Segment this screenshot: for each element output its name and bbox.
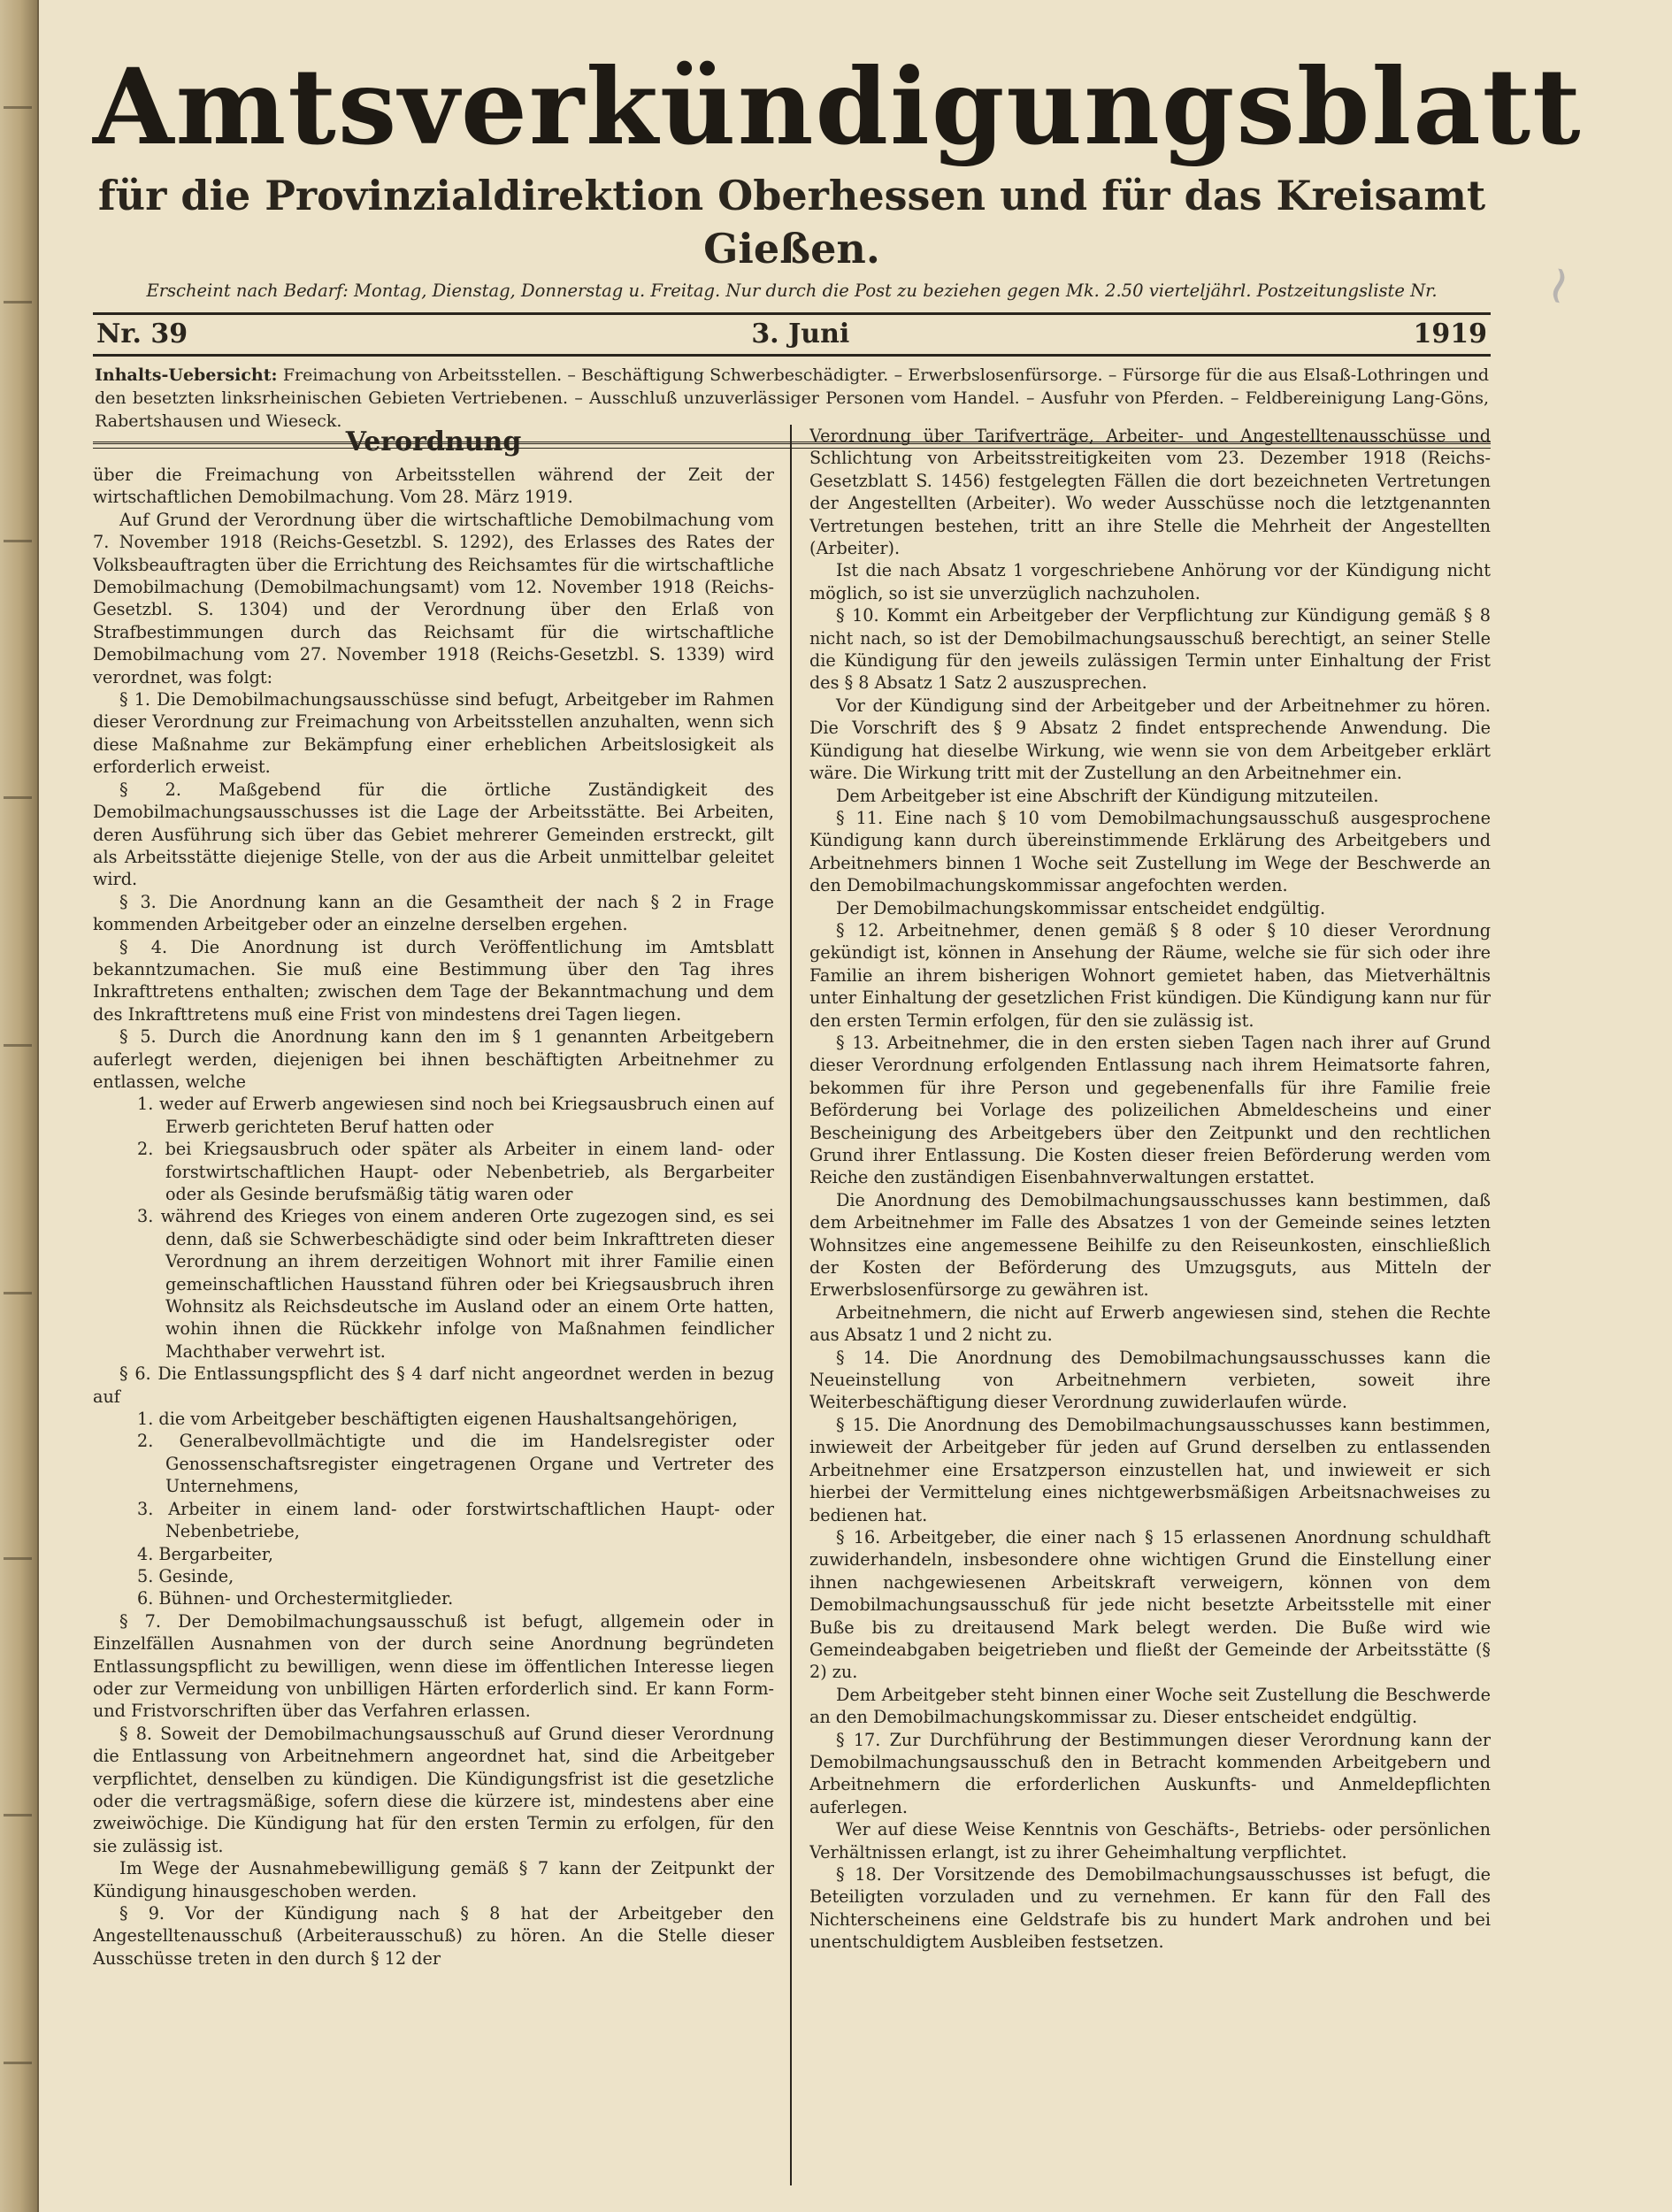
masthead-subtitle: für die Provinzialdirektion Oberhessen und für das Kreisamt Gießen.	[97, 172, 1486, 273]
section-9-continued: Verordnung über Tarifverträge, Arbeiter- und Angestelltenausschüsse und Schlichtung von Arbeitsstreitigkeiten vom 23. Dezember 1918 (Reichs-Gesetzblatt S. 1456) festgelegten Fällen die dort bezeichneten Vertretungen der Angestellten (Arbeiter). Wo weder Ausschüsse noch die letztgenannten Vertretungen bestehen, tritt an ihre Stelle die Mehrheit der Angestellten (Arbeiter).	[809, 426, 1491, 559]
section-9: § 9. Vor der Kündigung nach § 8 hat der Arbeitgeber den Angestelltenausschuß (Arbeiterausschuß) zu hören. An die Stelle dieser Ausschüsse treten in den durch § 12 der	[93, 1903, 774, 1969]
section-2: § 2. Maßgebend für die örtliche Zuständigkeit des Demobilmachungsausschusses ist die Lage der Arbeitsstätte. Bei Arbeiten, deren Ausführung sich über das Gebiet mehrerer Gemeinden erstreckt, gilt als Arbeitsstätte diejenige Stelle, von der aus die Arbeit unmittelbar geleitet wird.	[93, 779, 774, 890]
pencil-mark-annotation: ~	[1522, 257, 1593, 314]
list-item: 3. Arbeiter in einem land- oder forstwirtschaftlichen Haupt- oder Nebenbetriebe,	[137, 1498, 774, 1542]
issue-bar	[93, 315, 1491, 354]
section-12: § 12. Arbeitnehmer, denen gemäß § 8 oder § 10 dieser Verordnung gekündigt ist, können in Ansehung der Räume, welche sie für sich oder ihre Familie an ihrem bisherigen Wohnort gemietet haben, das Mietverhältnis unter Einhaltung der gesetzlichen Frist kündigen. Die Kündigung kann nur für den ersten Termin erfolgen, für den sie zulässig ist.	[809, 919, 1491, 1031]
newspaper-page	[93, 45, 1583, 2199]
section-14: § 14. Die Anordnung des Demobilmachungsausschusses kann die Neueinstellung von Arbeitnehmern verbieten, soweit ihre Weiterbeschäftigung dieser Verordnung zuwiderlaufen würde.	[809, 1347, 1491, 1413]
table-of-contents	[93, 364, 1491, 433]
article-heading: Verordnung	[345, 426, 522, 457]
column-left	[93, 425, 774, 2185]
section-1: § 1. Die Demobilmachungsausschüsse sind befugt, Arbeitgeber im Rahmen dieser Verordnung zur Freimachung von Arbeitsstellen anzuhalten, wenn sich diese Maßnahme zur Bekämpfung einer erheblichen Arbeitslosigkeit als erforderlich erweist.	[93, 689, 774, 778]
list-item: 5. Gesinde,	[137, 1565, 234, 1586]
section-8-continued: Im Wege der Ausnahmebewilligung gemäß § 7 kann der Zeitpunkt der Kündigung hinausgeschoben werden.	[93, 1858, 774, 1901]
section-7: § 7. Der Demobilmachungsausschuß ist befugt, allgemein oder in Einzelfällen Ausnahmen von der durch seine Anordnung begründeten Entlassungspflicht zu bewilligen, wenn diese im öffentlichen Interesse liegen oder zur Vermeidung von unbilligen Härten erforderlich sind. Er kann Form- und Fristvorschriften über das Verfahren erlassen.	[93, 1610, 774, 1722]
paragraph-preamble: Auf Grund der Verordnung über die wirtschaftliche Demobilmachung vom 7. November 1918 (Reichs-Gesetzbl. S. 1292), des Erlasses des Rates der Volksbeauftragten über die Errichtung des Reichsamtes für die wirtschaftliche Demobilmachung (Demobilmachungsamt) vom 12. November 1918 (Reichs-Gesetzbl. S. 1304) und der Verordnung über den Erlaß von Strafbestimmungen durch das Reichsamt für die wirtschaftliche Demobilmachung vom 27. November 1918 (Reichs-Gesetzbl. S. 1339) wird verordnet, was folgt:	[93, 509, 774, 687]
section-13-paragraph-2: Die Anordnung des Demobilmachungsausschusses kann bestimmen, daß dem Arbeitnehmer im Falle des Absatzes 1 von der Gemeinde seines letzten Wohnsitzes eine angemessene Beihilfe zu den Reiseunkosten, einschließlich der Kosten der Beförderung des Umzugsguts, aus Mitteln der Erwerbslosenfürsorge zu gewähren ist.	[809, 1189, 1491, 1301]
column-divider	[790, 425, 792, 2185]
issue-year: 1919	[1413, 319, 1487, 349]
section-5: § 5. Durch die Anordnung kann den im § 1 genannten Arbeitgebern auferlegt werden, diejenigen bei ihnen beschäftigten Arbeitnehmer zu entlassen, welche	[93, 1026, 774, 1092]
publication-info: Erscheint nach Bedarf: Montag, Dienstag, Donnerstag u. Freitag. Nur durch die Post zu beziehen gegen Mk. 2.50 vierteljährl. Postzeitungsliste Nr.	[146, 280, 1438, 301]
issue-date: 3. Juni	[751, 319, 850, 349]
masthead-title: Amtsverkündigungsblatt	[93, 45, 1583, 168]
section-11: § 11. Eine nach § 10 vom Demobilmachungsausschuß ausgesprochene Kündigung kann durch übereinstimmende Erklärung des Arbeitgebers und Arbeitnehmers binnen 1 Woche seit Zustellung im Wege der Beschwerde an den Demobilmachungskommissar angefochten werden.	[809, 807, 1491, 896]
section-8: § 8. Soweit der Demobilmachungsausschuß auf Grund dieser Verordnung die Entlassung von Arbeitnehmern angeordnet hat, sind die Arbeitgeber verpflichtet, denselben zu kündigen. Die Kündigungsfrist ist die gesetzliche oder die vertragsmäßige, sofern diese die kürzere ist, mindestens aber eine zweiwöchige. Die Kündigung hat für den ersten Termin zu erfolgen, für den sie zulässig ist.	[93, 1723, 774, 1856]
section-10-paragraph-2: Vor der Kündigung sind der Arbeitgeber und der Arbeitnehmer zu hören. Die Vorschrift des § 9 Absatz 2 findet entsprechende Anwendung. Die Kündigung hat dieselbe Wirkung, wie wenn sie von dem Arbeitgeber erklärt wäre. Die Wirkung tritt mit der Zustellung an den Arbeitnehmer ein.	[809, 695, 1491, 784]
section-17-paragraph-2: Wer auf diese Weise Kenntnis von Geschäfts-, Betriebs- oder persönlichen Verhältnissen erlangt, ist zu ihrer Geheimhaltung verpflichtet.	[809, 1819, 1491, 1863]
article-columns	[93, 425, 1491, 2185]
section-15: § 15. Die Anordnung des Demobilmachungsausschusses kann bestimmen, inwieweit der Arbeitgeber für jeden auf Grund derselben zu entlassenden Arbeitnehmer eine Ersatzperson einzustellen hat, und inwieweit er sich hierbei der Vermittelung eines nichtgewerbsmäßigen Arbeitsnachweises zu bedienen hat.	[809, 1414, 1491, 1525]
contents-label: Inhalts-Uebersicht:	[95, 365, 278, 385]
section-5-list	[93, 1093, 774, 1363]
list-item: 2. Generalbevollmächtigte und die im Handelsregister oder Genossenschaftsregister eingetragenen Organe und Vertreter des Unternehmens,	[137, 1431, 774, 1497]
section-13-paragraph-3: Arbeitnehmern, die nicht auf Erwerb angewiesen sind, stehen die Rechte aus Absatz 1 und 2 nicht zu.	[809, 1302, 1491, 1346]
list-item: 2. bei Kriegsausbruch oder später als Arbeiter in einem land- oder forstwirtschaftlichen Haupt- oder Nebenbetrieb, als Bergarbeiter oder als Gesinde berufsmäßig tätig waren oder	[137, 1139, 774, 1204]
section-18: § 18. Der Vorsitzende des Demobilmachungsausschusses ist befugt, die Beteiligten vorzuladen und zu vernehmen. Er kann für den Fall des Nichterscheinens eine Geldstrafe bis zu hundert Mark androhen und bei unentschuldigtem Ausbleiben festsetzen.	[809, 1864, 1491, 1953]
column-right	[809, 425, 1491, 2185]
section-16: § 16. Arbeitgeber, die einer nach § 15 erlassenen Anordnung schuldhaft zuwiderhandeln, insbesondere ohne wichtigen Grund die Einstellung einer ihnen nachgewiesenen Arbeitskraft verweigern, können von dem Demobilmachungsausschuß für jede nicht besetzte Arbeitsstelle mit einer Buße bis zu dreitausend Mark belegt werden. Die Buße wird wie Gemeindeabgaben beigetrieben und fließt der Gemeinde der Arbeitsstätte (§ 2) zu.	[809, 1526, 1491, 1683]
section-4: § 4. Die Anordnung ist durch Veröffentlichung im Amtsblatt bekanntzumachen. Sie muß eine Bestimmung über den Tag ihres Inkrafttretens enthalten; zwischen dem Tage der Bekanntmachung und dem des Inkrafttretens muß eine Frist von mindestens drei Tagen liegen.	[93, 936, 774, 1025]
list-item: 1. weder auf Erwerb angewiesen sind noch bei Kriegsausbruch einen auf Erwerb gerichteten Beruf hatten oder	[137, 1094, 774, 1137]
list-item: 4. Bergarbeiter,	[137, 1543, 273, 1564]
contents-text: Freimachung von Arbeitsstellen. – Beschäftigung Schwerbeschädigter. – Erwerbslosenfürsorge. – Fürsorge für die aus Elsaß-Lothringen und den besetzten linksrheinischen Gebieten Vertriebenen. – Ausschluß unzuverlässiger Personen vom Handel. – Ausfuhr von Pferden. – Feldbereinigung Lang-Göns, Rabertshausen und Wieseck.	[95, 365, 1489, 431]
section-3: § 3. Die Anordnung kann an die Gesamtheit der nach § 2 in Frage kommenden Arbeitgeber oder an einzelne derselben ergehen.	[93, 891, 774, 935]
list-item: 1. die vom Arbeitgeber beschäftigten eigenen Haushaltsangehörigen,	[137, 1409, 738, 1430]
section-6: § 6. Die Entlassungspflicht des § 4 darf nicht angeordnet werden in bezug auf	[93, 1363, 774, 1407]
article-intro: über die Freimachung von Arbeitsstellen während der Zeit der wirtschaftlichen Demobilmachung. Vom 28. März 1919.	[93, 465, 774, 508]
section-6-list	[93, 1408, 774, 1610]
section-13: § 13. Arbeitnehmer, die in den ersten sieben Tagen nach ihrer auf Grund dieser Verordnung erfolgenden Entlassung nach ihrem Heimatsorte fahren, bekommen für ihre Person und gegebenenfalls für ihre Familie freie Beförderung bei Vorlage des polizeilichen Abmeldescheins und einer Bescheinigung des Arbeitgebers über den Zeitpunkt und den rechtlichen Grund ihrer Entlassung. Die Kosten dieser freien Beförderung werden vom Reiche den zuständigen Eisenbahnverwaltungen erstattet.	[809, 1032, 1491, 1188]
section-9-paragraph-2: Ist die nach Absatz 1 vorgeschriebene Anhörung vor der Kündigung nicht möglich, so ist sie unverzüglich nachzuholen.	[809, 560, 1491, 603]
section-17: § 17. Zur Durchführung der Bestimmungen dieser Verordnung kann der Demobilmachungsausschuß den in Betracht kommenden Arbeitgebern und Arbeitnehmern die erforderlichen Auskunfts- und Anmeldepflichten auferlegen.	[809, 1729, 1491, 1817]
list-item: 6. Bühnen- und Orchestermitglieder.	[137, 1588, 454, 1609]
issue-number: Nr. 39	[96, 319, 188, 349]
rule-bottom	[93, 354, 1491, 357]
section-11-paragraph-2: Der Demobilmachungskommissar entscheidet endgültig.	[836, 897, 1326, 918]
section-10: § 10. Kommt ein Arbeitgeber der Verpflichtung zur Kündigung gemäß § 8 nicht nach, so ist der Demobilmachungsausschuß berechtigt, an seiner Stelle die Kündigung für den jeweils zulässigen Termin unter Einhaltung der Frist des § 8 Absatz 1 Satz 2 auszusprechen.	[809, 605, 1491, 694]
section-16-paragraph-2: Dem Arbeitgeber steht binnen einer Woche seit Zustellung die Beschwerde an den Demobilmachungskommissar zu. Dieser entscheidet endgültig.	[809, 1684, 1491, 1728]
book-binding-edge	[0, 0, 39, 2212]
list-item: 3. während des Krieges von einem anderen Orte zugezogen sind, es sei denn, daß sie Schwerbeschädigte sind oder beim Inkrafttreten dieser Verordnung an ihrem derzeitigen Wohnort mit ihrer Familie einen gemeinschaftlichen Hausstand führen oder bei Kriegsausbruch ihren Wohnsitz als Reichsdeutsche im Ausland oder an einem Orte hatten, wohin ihnen die Rückkehr infolge von Maßnahmen feindlicher Machthaber verwehrt ist.	[137, 1206, 774, 1362]
section-10-paragraph-3: Dem Arbeitgeber ist eine Abschrift der Kündigung mitzuteilen.	[836, 785, 1379, 806]
